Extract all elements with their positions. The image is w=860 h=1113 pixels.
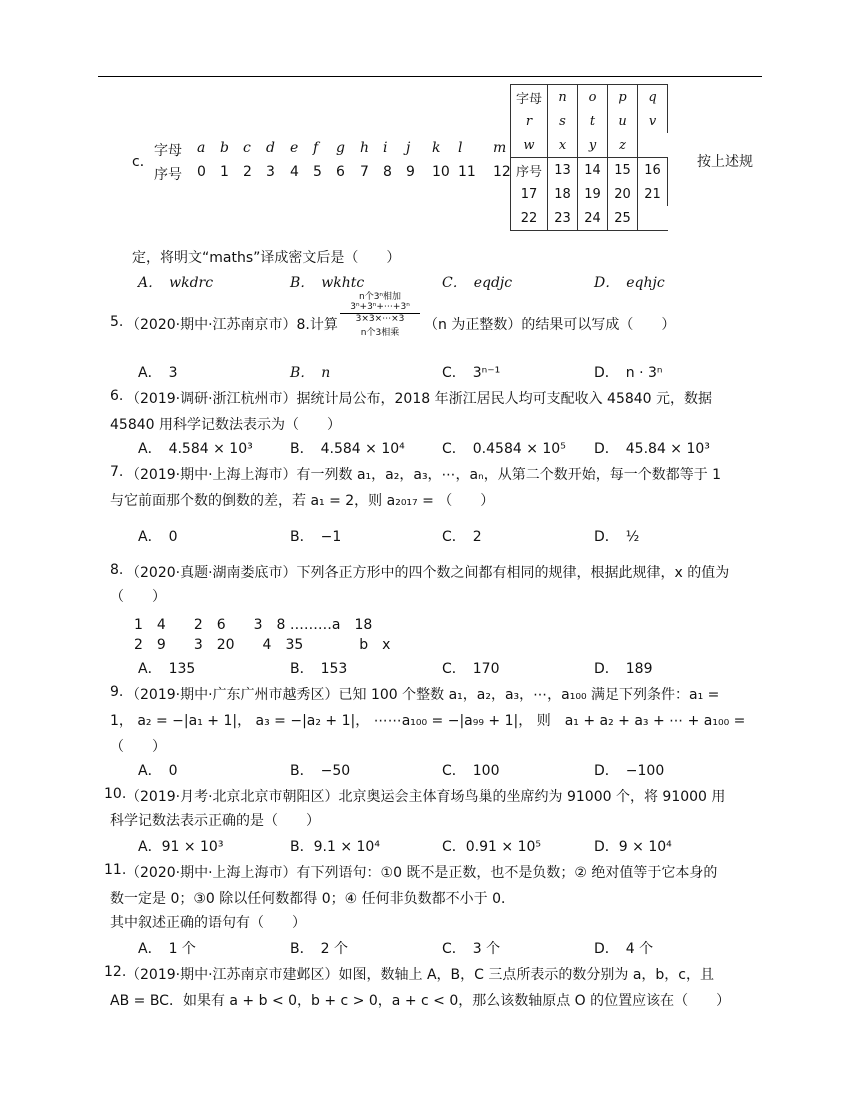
option-c: C． 100 xyxy=(442,763,500,779)
option-c: C． 2 xyxy=(442,529,482,545)
cipher-cell: 19 xyxy=(578,182,608,206)
option-c: C． 0.4584 × 10⁵ xyxy=(442,441,566,457)
option-a: A．91 × 10³ xyxy=(138,839,224,855)
q12-line1: （2019·期中·江苏南京市建邺区）如图，数轴上 A，B，C 三点所表示的数分别为 a，b，c，且 xyxy=(126,967,714,983)
q5-tail: （n 为正整数）的结果可以写成（ ） xyxy=(424,317,676,333)
cipher-letter: e xyxy=(290,140,299,156)
cipher-cell: z xyxy=(608,133,638,158)
cipher-cell: n xyxy=(548,85,578,110)
cipher-letter: l xyxy=(458,140,463,156)
option-b: B． 2 个 xyxy=(290,941,348,957)
q8-sequence-row2: 2 9 3 20 4 35 b x xyxy=(134,637,391,653)
cipher-index: 9 xyxy=(406,164,415,180)
option-d: D． ½ xyxy=(594,529,640,545)
cipher-cell: 22 xyxy=(511,206,548,231)
option-b: B． 153 xyxy=(290,661,348,677)
option-d: D． eqhjc xyxy=(594,275,665,291)
cipher-index: 8 xyxy=(383,164,392,180)
q11-line1: （2020·期中·上海上海市）有下列语句：①0 既不是正数，也不是负数；② 绝对值等于它本身的 xyxy=(126,865,718,881)
q8-line1: （2020·真题·湖南娄底市）下列各正方形中的四个数之间都有相同的规律，根据此规律，x 的值为 xyxy=(126,565,730,581)
cipher-letter: g xyxy=(336,140,345,156)
q10-line2: 科学记数法表示正确的是（ ） xyxy=(110,813,320,829)
option-d: D． n · 3ⁿ xyxy=(594,365,663,381)
cipher-row2-label: 序号 xyxy=(154,167,182,183)
option-b: B． −50 xyxy=(290,763,351,779)
cipher-cell: y xyxy=(578,133,608,158)
cipher-letter: b xyxy=(220,140,229,156)
q12-number: 12. xyxy=(104,964,127,980)
cipher-letter: k xyxy=(432,140,441,156)
cipher-index: 7 xyxy=(360,164,369,180)
option-a: A． 4.584 × 10³ xyxy=(138,441,253,457)
q5-frac-numerator: 3ⁿ+3ⁿ+⋯+3ⁿ xyxy=(340,302,420,313)
option-c: C． 170 xyxy=(442,661,500,677)
cipher-cell: 25 xyxy=(608,206,638,231)
q8-sequence-row1: 1 4 2 6 3 8 ………a 18 xyxy=(134,617,373,633)
cipher-suffix: 按上述规 xyxy=(697,154,753,170)
option-c: C． eqdjc xyxy=(442,275,513,291)
cipher-cell: 17 xyxy=(511,182,548,206)
q11-line2: 数一定是 0；③0 除以任何数都得 0；④ 任何非负数都不小于 0． xyxy=(110,891,515,907)
q8-number: 8. xyxy=(110,562,124,578)
cipher-cell: s xyxy=(548,109,578,133)
cipher-cell: o xyxy=(578,85,608,110)
q9-line3: （ ） xyxy=(110,739,166,755)
q7-line2: 与它前面那个数的倒数的差，若 a₁ = 2，则 a₂₀₁₇ = （ ） xyxy=(110,493,495,509)
q8-line2: （ ） xyxy=(110,589,166,605)
option-a: A． 3 xyxy=(138,365,178,381)
cipher-cell: q xyxy=(638,85,668,110)
cipher-letter: i xyxy=(383,140,388,156)
q5-fraction xyxy=(340,292,420,338)
cipher-cell: 24 xyxy=(578,206,608,231)
q5-frac-top: n个3ⁿ相加 xyxy=(358,292,402,302)
cipher-cell: 23 xyxy=(548,206,578,231)
cipher-cell: 18 xyxy=(548,182,578,206)
q11-line3: 其中叙述正确的语句有（ ） xyxy=(110,915,306,931)
option-b: B． −1 xyxy=(290,529,342,545)
cipher-cell: 20 xyxy=(608,182,638,206)
cipher-index: 5 xyxy=(313,164,322,180)
option-a: A． wkdrc xyxy=(138,275,214,291)
q11-number: 11. xyxy=(104,862,127,878)
q10-number: 10. xyxy=(104,786,127,802)
cipher-letter: m xyxy=(493,140,507,156)
cipher-index: 3 xyxy=(266,164,275,180)
option-c: C． 3ⁿ⁻¹ xyxy=(442,365,501,381)
cipher-table xyxy=(510,84,668,231)
option-c: C． 3 个 xyxy=(442,941,501,957)
header-rule xyxy=(98,76,762,77)
q5-source: （2020·期中·江苏南京市）8.计算 xyxy=(126,317,338,333)
option-b: B． wkhtc xyxy=(290,275,365,291)
cipher-index: 11 xyxy=(458,164,476,180)
q12-line2: AB = BC．如果有 a + b < 0，b + c > 0，a + c < 0，那么该数轴原点 O 的位置应该在（ ） xyxy=(110,993,731,1009)
cipher-letter: d xyxy=(266,140,275,156)
cipher-cell xyxy=(638,206,668,231)
option-d: D． −100 xyxy=(594,763,665,779)
q9-line2: 1， a₂ = −|a₁ + 1|， a₃ = −|a₂ + 1|， ⋯⋯a₁₀₀ = −|a₉₉ + 1|， 则 a₁ + a₂ + a₃ + ⋯ + a₁₀₀ = xyxy=(110,713,746,729)
cipher-row1-label: 字母 xyxy=(154,143,182,159)
cipher-index: 12 xyxy=(493,164,511,180)
cipher-cell: p xyxy=(608,85,638,110)
cipher-cell xyxy=(638,133,668,158)
cipher-prefix: c． xyxy=(132,154,154,170)
cipher-cell: 13 xyxy=(548,158,578,183)
q5-frac-bottom: n个3相乘 xyxy=(360,328,400,339)
cipher-letter: f xyxy=(313,140,319,156)
option-a: A． 0 xyxy=(138,529,178,545)
option-a: A． 135 xyxy=(138,661,196,677)
q5-frac-denominator: 3×3×⋯×3 xyxy=(355,313,405,324)
cipher-cell: u xyxy=(608,109,638,133)
q6-number: 6. xyxy=(110,388,124,404)
cipher-index: 10 xyxy=(432,164,450,180)
option-d: D． 45.84 × 10³ xyxy=(594,441,710,457)
q7-line1: （2019·期中·上海上海市）有一列数 a₁，a₂，a₃，⋯，aₙ，从第二个数开始，每一个数都等于 1 xyxy=(126,467,722,483)
cipher-letter: c xyxy=(243,140,251,156)
option-d: D． 4 个 xyxy=(594,941,654,957)
cipher-letter: a xyxy=(197,140,206,156)
option-c: C．0.91 × 10⁵ xyxy=(442,839,542,855)
option-a: A． 0 xyxy=(138,763,178,779)
q5-number: 5. xyxy=(110,314,124,330)
q9-number: 9. xyxy=(110,684,124,700)
option-d: D．9 × 10⁴ xyxy=(594,839,672,855)
q7-number: 7. xyxy=(110,464,124,480)
cipher-cell: t xyxy=(578,109,608,133)
q6-line1: （2019·调研·浙江杭州市）据统计局公布，2018 年浙江居民人均可支配收入 45840 元，数据 xyxy=(126,391,713,407)
cipher-line2: 定，将明文“maths”译成密文后是（ ） xyxy=(132,250,401,266)
cipher-index: 6 xyxy=(336,164,345,180)
option-a: A． 1 个 xyxy=(138,941,196,957)
cipher-cell: w xyxy=(511,133,548,158)
cipher-cell: v xyxy=(638,109,668,133)
cipher-cell: 序号 xyxy=(511,158,548,183)
cipher-index: 0 xyxy=(197,164,206,180)
q10-line1: （2019·月考·北京北京市朝阳区）北京奥运会主体育场鸟巢的坐席约为 91000 个，将 91000 用 xyxy=(126,789,726,805)
cipher-cell: 21 xyxy=(638,182,668,206)
cipher-cell: r xyxy=(511,109,548,133)
cipher-index: 4 xyxy=(290,164,299,180)
cipher-cell: x xyxy=(548,133,578,158)
cipher-letter: j xyxy=(406,140,411,156)
cipher-letter: h xyxy=(360,140,370,156)
q6-line2: 45840 用科学记数法表示为（ ） xyxy=(110,417,341,433)
option-d: D． 189 xyxy=(594,661,653,677)
cipher-cell: 14 xyxy=(578,158,608,183)
cipher-cell: 16 xyxy=(638,158,668,183)
cipher-index: 1 xyxy=(220,164,229,180)
option-b: B．9.1 × 10⁴ xyxy=(290,839,380,855)
cipher-cell: 字母 xyxy=(511,85,548,110)
option-b: B． n xyxy=(290,365,331,381)
cipher-index: 2 xyxy=(243,164,252,180)
q9-line1: （2019·期中·广东广州市越秀区）已知 100 个整数 a₁，a₂，a₃，⋯，a₁₀₀ 满足下列条件：a₁ = xyxy=(126,687,720,703)
option-b: B． 4.584 × 10⁴ xyxy=(290,441,405,457)
cipher-cell: 15 xyxy=(608,158,638,183)
